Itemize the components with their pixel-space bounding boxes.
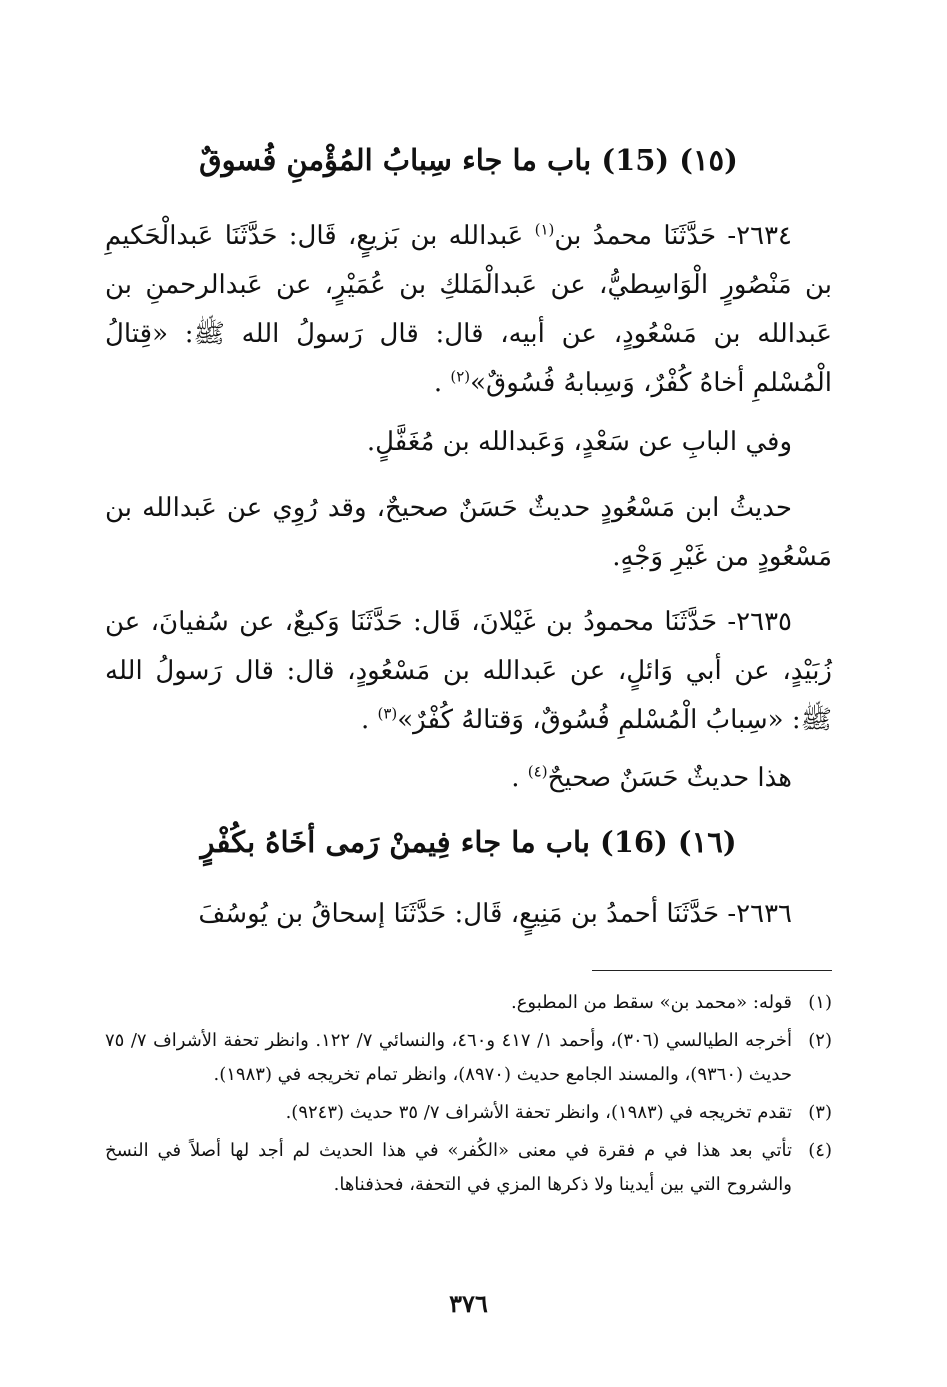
hadith-2634-text-a: ٢٦٣٤- حَدَّثَنَا محمدُ بن [554, 221, 793, 251]
footnote-number: (٢) [808, 1030, 832, 1051]
footnote-3 [105, 1096, 832, 1130]
bab-line: وفي البابِ عن سَعْدٍ، وَعَبدالله بن مُغَفَّلٍ. [366, 427, 792, 457]
footnote-text: تأتي بعد هذا في م فقرة في معنى «الكُفر» في هذا الحديث لم أجد لها أصلاً في النسخ والشروح التي بين أيدينا ولا ذكرها المزي في التحفة، فحذفناها. [105, 1140, 792, 1195]
footnote-2 [105, 1024, 832, 1092]
hadith-2634 [105, 212, 832, 408]
hadith-2634-end: . [433, 368, 451, 398]
footnote-1 [105, 986, 832, 1020]
chapter-heading-16: (١٦) (16) باب ما جاء فِيمنْ رَمى أخَاهُ بكُفْرٍ [200, 825, 737, 859]
footnote-text: قوله: «محمد بن» سقط من المطبوع. [510, 992, 792, 1013]
footnote-text: تقدم تخريجه في (١٩٨٣)، وانظر تحفة الأشراف ٧/ ٣٥ حديث (٩٢٤٣). [285, 1102, 792, 1123]
hadith-2635-end: . [360, 705, 378, 735]
page-number: ٣٧٦ [449, 1291, 488, 1318]
hadith-2635-text: ٢٦٣٥- حَدَّثَنَا محمودُ بن غَيْلانَ، قَال: حَدَّثَنَا وَكيعٌ، عن سُفيانَ، عن زُبَيْدٍ، عن أبي وَائلٍ، عن عَبدالله بن مَسْعُودٍ، قال: قال رَسولُ الله ﷺ: «سِبابُ الْمُسْلمِ فُسُوقٌ، وَقتالهُ كُفْرٌ» [105, 607, 832, 735]
hasan-line-text: هذا حديثٌ حَسَنٌ صحيحٌ [547, 763, 792, 793]
footnote-ref-4: (٤) [527, 762, 548, 781]
footnote-number: (١) [808, 992, 832, 1013]
hadith-2636: ٢٦٣٦- حَدَّثَنَا أحمدُ بن مَنِيعٍ، قَال: حَدَّثَنَا إسحاقُ بن يُوسُفَ [198, 899, 792, 929]
hasan-line [105, 754, 832, 803]
hasan-line-end: . [511, 763, 528, 793]
hukm-line: حديثُ ابن مَسْعُودٍ حديثٌ حَسَنٌ صحيحٌ، وقد رُوِي عن عَبدالله بن مَسْعُودٍ من غَيْرِ وَجْهٍ. [105, 493, 832, 572]
chapter-heading-15: (١٥) (15) باب ما جاء سِبابُ المُؤْمنِ فُسوقٌ [199, 143, 738, 177]
footnote-text: أخرجه الطيالسي (٣٠٦)، وأحمد ١/ ٤١٧ و٤٦٠، والنسائي ٧/ ١٢٢. وانظر تحفة الأشراف ٧/ ٧٥ حديث (٩٣٦٠)، والمسند الجامع حديث (٨٩٧٠)، وانظر تمام تخريجه في (١٩٨٣). [105, 1030, 792, 1085]
footnotes [105, 986, 832, 1206]
footnote-number: (٣) [808, 1102, 832, 1123]
footnote-ref-3: (٣) [377, 704, 398, 723]
footnote-divider [592, 970, 832, 971]
footnote-ref-2: (٢) [450, 367, 471, 386]
hadith-2634-text-b: عَبدالله بن بَزيعٍ، قَال: حَدَّثَنَا عَبدالْحَكيمِ بن مَنْصُورٍ الْوَاسِطيُّ، عن عَبدالْمَلكِ بن عُمَيْرٍ، عن عَبدالرحمنِ بن عَبدالله بن مَسْعُودٍ، عن أبيه، قال: قال رَسولُ الله ﷺ: «قِتالُ الْمُسْلمِ أخاهُ كُفْرٌ، وَسِبابهُ فُسُوقٌ» [105, 221, 832, 398]
footnote-4 [105, 1134, 832, 1202]
hadith-2635 [105, 598, 832, 745]
footnote-number: (٤) [808, 1140, 832, 1161]
footnote-ref-1: (١) [534, 220, 555, 239]
book-page [105, 0, 832, 1387]
